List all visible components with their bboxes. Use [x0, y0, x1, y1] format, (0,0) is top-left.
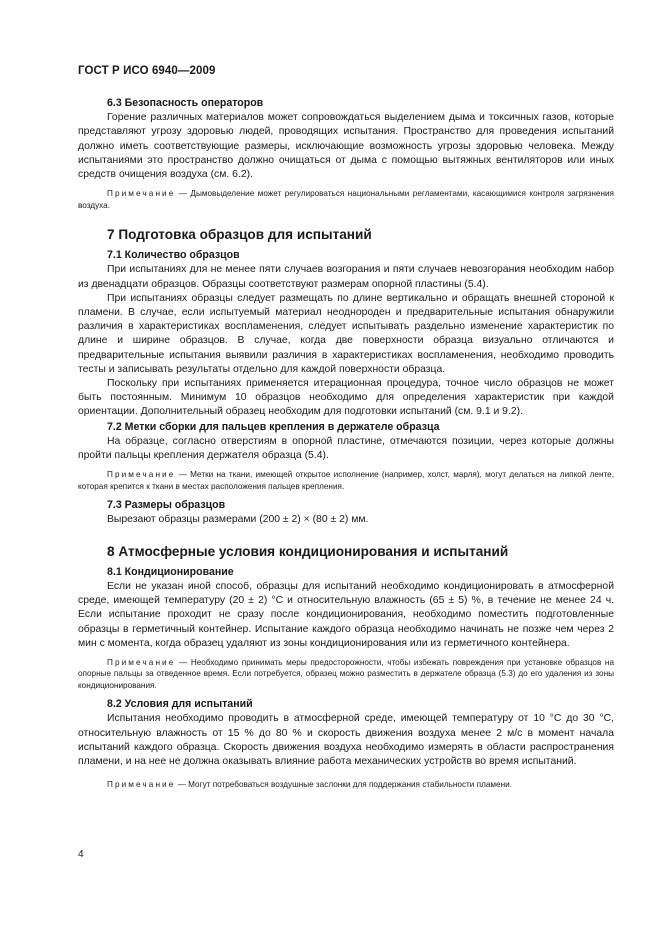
section-8-2-note	[78, 779, 614, 790]
document-header: ГОСТ Р ИСО 6940—2009	[78, 65, 216, 77]
section-7-2-heading: 7.2 Метки сборки для пальцев крепления в держателе образца	[107, 420, 440, 433]
note-label: Примечание	[107, 189, 176, 199]
note-text: — Могут потребоваться воздушные заслонки для поддержания стабильности пламени.	[175, 780, 512, 790]
section-8-heading: 8 Атмосферные условия кондиционирования и испытаний	[107, 543, 509, 559]
note-text: — Метки на ткани, имеющей открытое исполнение (например, холст, марля), могут делаться на липкой ленте, которая крепится к ткани в местах расположения пальцев крепления.	[78, 470, 614, 491]
section-8-1-heading: 8.1 Кондиционирование	[107, 565, 234, 578]
section-6-3-paragraph: Горение различных материалов может сопровождаться выделением дыма и токсичных газов, которые представляют угрозу здоровью людей, проводящих испытания. Пространство для проведения испытаний должно иметь соответствующие размеры, исключающие возможность угрозы здоровью человека. Между испытаниями это пространство должно очищаться от дыма с помощью вытяжных вентиляторов или иных средств очищения воздуха (см. 6.2).	[78, 112, 614, 181]
note-text: — Необходимо принимать меры предосторожности, чтобы избежать повреждения при установке образцов на опорные пальцы за отведенное время. Если потребуется, образец можно разместить в держателе образца (5.3) до его удаления из зоны кондиционирования.	[78, 657, 614, 690]
page-number: 4	[78, 849, 84, 860]
section-7-2-paragraph: На образце, согласно отверстиям в опорной пластине, отмечаются позиции, через которые должны пройти пальцы крепления держателя образца (5.4).	[78, 435, 614, 462]
note-label: Примечание	[107, 657, 176, 667]
note-label: Примечание	[107, 470, 176, 480]
note-label: Примечание	[107, 780, 176, 790]
document-body	[78, 96, 614, 791]
section-7-3-paragraph: Вырезают образцы размерами (200 ± 2) × (80 ± 2) мм.	[107, 514, 369, 526]
section-7-1-paragraph-2: При испытаниях образцы следует размещать по длине вертикально и обращать внешней стороной к пламени. В случае, если испытуемый материал неоднороден и предварительные испытания обнаружили различия в характеристиках воспламенения, следует испытывать раздельно изменение характеристик по длине и ширине образцов. В случае, когда две поверхности образца визуально отличаются и предварительные испытания выявили различия в характеристиках воспламенения, необходимо проводить тесты и записывать результаты отдельно для каждой поверхности образца.	[78, 292, 614, 375]
section-7-3-heading: 7.3 Размеры образцов	[107, 499, 226, 512]
section-7-2-note	[78, 469, 614, 492]
section-6-3-note	[78, 188, 614, 211]
note-text: — Дымовыделение может регулироваться национальными регламентами, касающимися контроля загрязнения воздуха.	[78, 189, 614, 210]
section-7-heading: 7 Подготовка образцов для испытаний	[107, 227, 372, 243]
section-7-1-paragraph-1: При испытаниях для не менее пяти случаев возгорания и пяти случаев невозгорания необходим набор из двенадцати образцов. Образцы соответствуют размерам опорной пластины (5.4).	[78, 264, 614, 290]
section-8-2-paragraph: Испытания необходимо проводить в атмосферной среде, имеющей температуру от 10 °С до 30 °С, относительную влажность от 15 % до 80 % и скорость движения воздуха менее 2 м/с в момент начала испытаний каждого образца. Скорость движения воздуха необходимо измерять в области распространения пламени, и на нее не должна оказывать влияние работа механических устройств во время испытаний.	[78, 713, 614, 767]
section-7-1-paragraph-3: Поскольку при испытаниях применяется итерационная процедура, точное число образцов не может быть постоянным. Минимум 10 образцов необходимо для определения характеристик при каждой ориентации. Дополнительный образец необходим для подготовки испытаний (см. 9.1 и 9.2).	[78, 378, 614, 418]
section-7-1-heading: 7.1 Количество образцов	[107, 249, 240, 262]
section-8-1-note	[78, 657, 614, 691]
section-6-3-heading: 6.3 Безопасность операторов	[107, 97, 264, 109]
section-8-1-paragraph: Если не указан иной способ, образцы для испытаний необходимо кондиционировать в атмосферной среде, имеющей температуру (20 ± 2) °С и относительную влажность (65 ± 5) %, в течение не менее 24 ч. Если испытание проходит не сразу после кондиционирования, необходимо поместить подготовленные образцы в герметичный контейнер. Испытание каждого образца необходимо начинать не позже чем через 2 мин с момента, когда образец удаляют из зоны кондиционирования или из герметичного контейнера.	[78, 580, 614, 649]
section-8-2-heading: 8.2 Условия для испытаний	[107, 698, 253, 711]
